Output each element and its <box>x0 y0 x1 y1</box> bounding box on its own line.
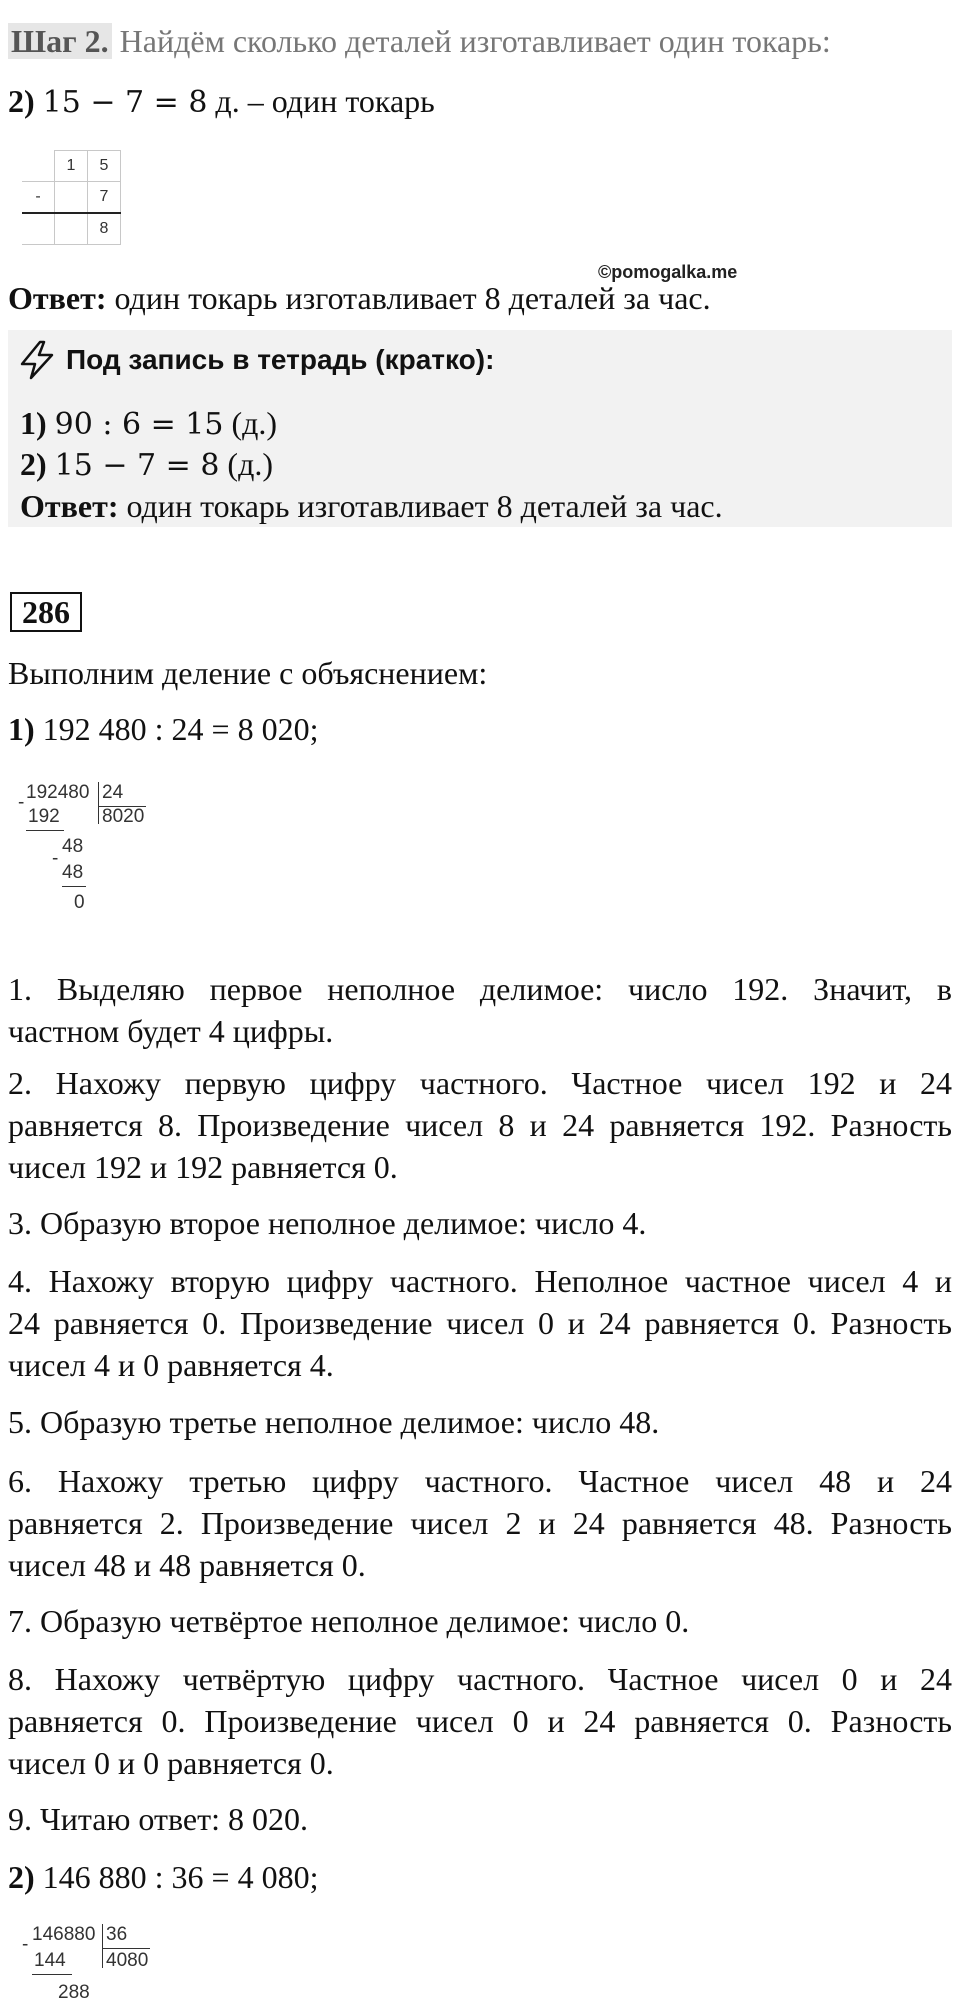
step-text: Найдём сколько деталей изготавливает один токарь: <box>119 23 831 59</box>
division-rule <box>32 1974 72 1975</box>
grid-digit: 5 <box>88 151 121 182</box>
explanation-step: 7. Образую четвёртое неполное делимое: число 0. <box>8 1603 690 1639</box>
remainder: 288 <box>58 1982 90 2003</box>
answer-text: один токарь изготавливает 8 деталей за час. <box>114 280 711 316</box>
long-division-1 <box>18 782 158 932</box>
divisor: 36 <box>106 1924 128 1945</box>
explanation-step: 6. Нахожу третью цифру частного. Частное чисел 48 и 24 равняется 2. Произведение чисел 2 и 24 равняется 48. Разность чисел 48 и 48 равняется 0. <box>8 1463 952 1583</box>
line-number: 2) <box>20 446 47 482</box>
minus-sign: - <box>22 1934 29 1955</box>
subtrahend: 144 <box>34 1950 66 1971</box>
task-2 <box>8 1856 318 1898</box>
remainder: 48 <box>62 836 84 857</box>
task-expression: 192 480 : 24 = 8 020; <box>42 711 319 747</box>
line-expression: 15 − 7 = 8 <box>54 448 220 483</box>
calc-expression: 15 − 7 = 8 <box>42 85 208 120</box>
quotient: 8020 <box>102 806 145 827</box>
division-bracket <box>98 782 99 824</box>
watermark: ©pomogalka.me <box>598 262 738 282</box>
task-1 <box>8 708 318 750</box>
division-bracket <box>102 1924 103 1968</box>
grid-digit: 1 <box>55 151 88 182</box>
answer-label: Ответ: <box>8 280 107 316</box>
step-heading <box>8 20 831 62</box>
grid-digit: 8 <box>88 213 121 245</box>
minus-sign: - <box>22 182 55 214</box>
line-expression: 90 : 6 = 15 <box>54 407 224 442</box>
problem-number: 286 <box>10 592 82 632</box>
summary-answer <box>20 485 723 527</box>
division-bracket <box>102 1948 150 1949</box>
subtrahend: 48 <box>62 862 84 883</box>
explanation-step: 3. Образую второе неполное делимое: число 4. <box>8 1205 647 1241</box>
dividend: 192480 <box>26 782 90 803</box>
summary-line-1 <box>20 402 277 446</box>
task-expression: 146 880 : 36 = 4 080; <box>42 1859 319 1895</box>
explanation-step: 9. Читаю ответ: 8 020. <box>8 1801 308 1837</box>
division-rule <box>62 886 86 887</box>
subtrahend: 192 <box>28 806 60 827</box>
explanation-step: 5. Образую третье неполное делимое: число 48. <box>8 1404 660 1440</box>
calc-tail: д. – один токарь <box>215 83 435 119</box>
quotient: 4080 <box>106 1950 149 1971</box>
summary-title: Под запись в тетрадь (кратко): <box>66 344 495 375</box>
step-label: Шаг 2. <box>8 23 112 59</box>
explanation-step: 4. Нахожу вторую цифру частного. Неполное частное чисел 4 и 24 равняется 0. Произведение чисел 0 и 24 равняется 0. Разность чисел 4 и 0 равняется 4. <box>8 1263 952 1383</box>
minus-sign: - <box>52 848 59 869</box>
explanation-step: 1. Выделяю первое неполное делимое: число 192. Значит, в частном будет 4 цифры. <box>8 971 952 1049</box>
dividend: 146880 <box>32 1924 96 1945</box>
answer-line <box>8 277 711 319</box>
divisor: 24 <box>102 782 124 803</box>
minus-sign: - <box>18 792 25 813</box>
intro-text: Выполним деление с объяснением: <box>8 655 488 691</box>
answer-text: один токарь изготавливает 8 деталей за час. <box>126 488 723 524</box>
lightning-icon <box>18 340 56 385</box>
explanation-step: 8. Нахожу четвёртую цифру частного. Частное чисел 0 и 24 равняется 0. Произведение чисел 0 и 24 равняется 0. Разность чисел 0 и 0 равняется 0. <box>8 1661 952 1781</box>
calc-number: 2) <box>8 83 35 119</box>
line-unit: (д.) <box>231 405 278 441</box>
line-unit: (д.) <box>227 446 274 482</box>
task-number: 1) <box>8 711 35 747</box>
task-number: 2) <box>8 1859 35 1895</box>
long-division-2 <box>22 1924 162 2009</box>
answer-label: Ответ: <box>20 488 119 524</box>
division-rule <box>26 830 64 831</box>
grid-digit: 7 <box>88 182 121 214</box>
summary-line-2 <box>20 443 273 487</box>
summary-box <box>8 330 952 527</box>
line-number: 1) <box>20 405 47 441</box>
explanation-step: 2. Нахожу первую цифру частного. Частное чисел 192 и 24 равняется 8. Произведение чисел 8 и 24 равняется 192. Разность чисел 192 и 192 равняется 0. <box>8 1065 952 1185</box>
subtraction-grid <box>22 150 121 245</box>
calc-line <box>8 80 435 124</box>
remainder: 0 <box>74 892 85 913</box>
